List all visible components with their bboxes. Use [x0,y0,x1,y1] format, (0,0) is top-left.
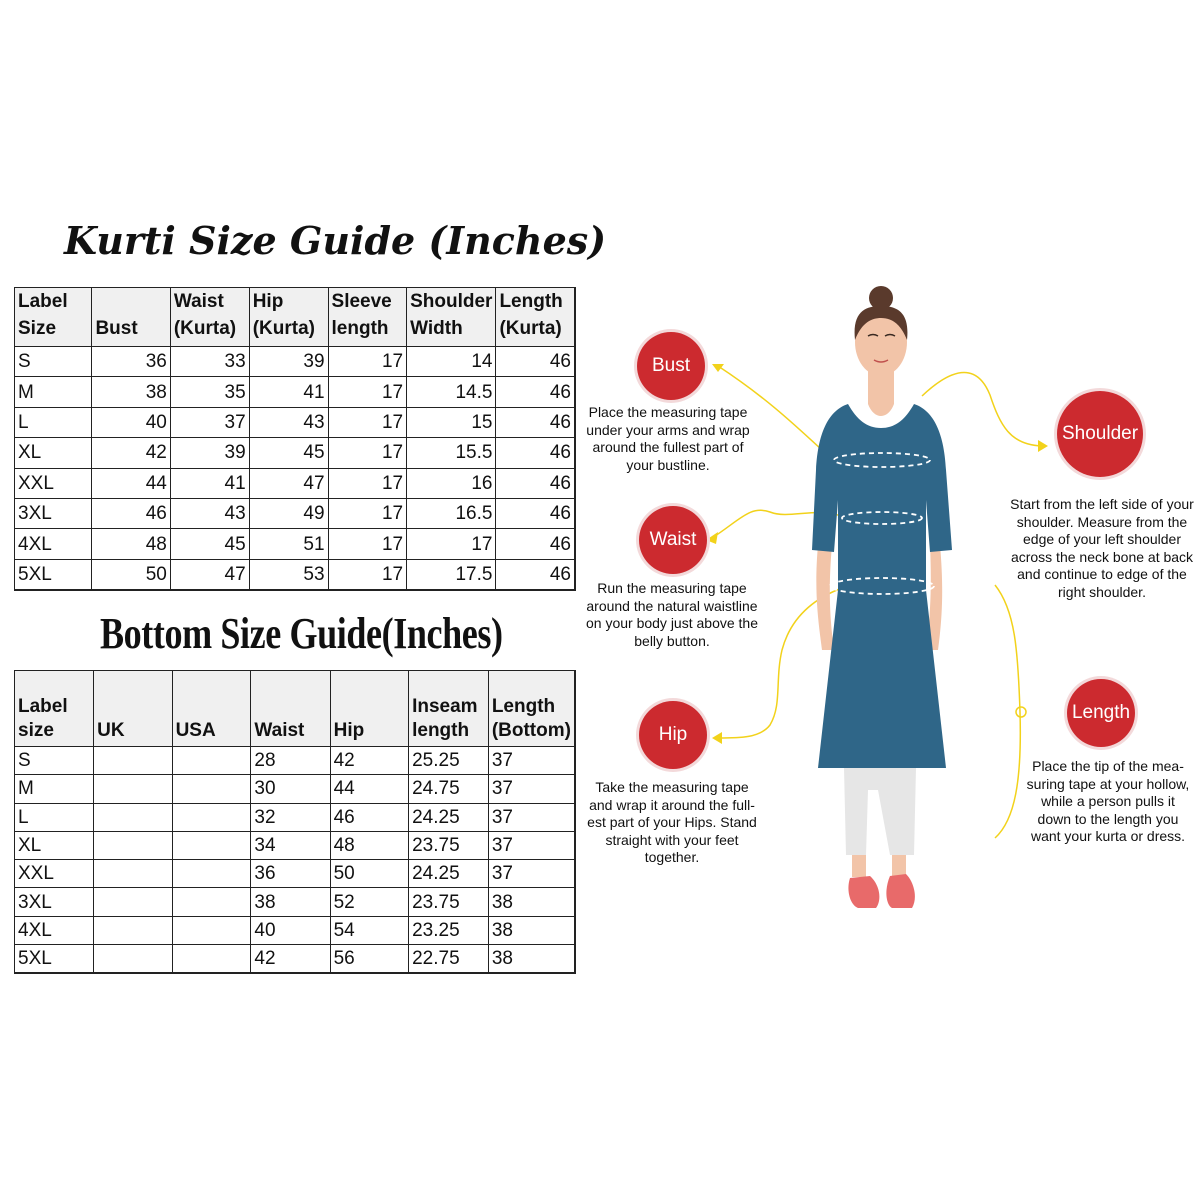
column-header-line: Length [499,291,563,312]
column-header-line: Inseam [412,696,478,717]
table-cell: 45 [170,529,249,559]
length-dot [1016,707,1026,717]
table-cell: 46 [496,559,575,589]
table-cell: 38 [488,888,575,916]
table-cell: 24.75 [409,775,489,803]
table-cell: 41 [249,377,328,407]
column-header-line: Sleeve [331,291,392,312]
kurti-size-guide-title: Kurti Size Guide (Inches) [64,218,607,263]
table-cell: 23.75 [409,888,489,916]
table-cell: 49 [249,498,328,528]
table-cell: 50 [330,860,409,888]
table-cell: 17 [328,529,407,559]
table-cell: S [15,747,94,775]
table-cell: 15.5 [407,438,496,468]
waist-arrowhead [706,532,718,544]
table-cell: 53 [249,559,328,589]
column-header-line: Size [18,318,57,339]
table-cell: 39 [249,347,328,377]
table-cell: 46 [496,529,575,559]
hip-circle [639,701,707,769]
table-cell: 14 [407,347,496,377]
column-header-line: UK [97,720,125,741]
table-cell: 42 [330,747,409,775]
table-cell: 38 [251,888,330,916]
table-cell: 24.25 [409,860,489,888]
column-header-line: Length [491,696,556,717]
table-cell: 46 [496,498,575,528]
shoulder-description: Start from the left side of your shoulder. Measure from the edge of your left shoulder across the neck bone at back and continue to edge of the right shoulder. [1010,496,1194,600]
table-cell: 17 [328,407,407,437]
table-cell: 17 [328,377,407,407]
table-cell: 46 [92,498,170,528]
table-cell: 3XL [15,498,92,528]
legs [852,855,906,877]
table-cell: 36 [92,347,170,377]
table-cell: 38 [488,916,575,944]
length-description: Place the tip of the mea-suring tape at your hollow, while a person pulls it down to the length you want your kurta or dress. [1026,758,1190,845]
table-cell: 38 [92,377,170,407]
table-cell: 36 [251,860,330,888]
table-cell: 33 [170,347,249,377]
bottom-size-guide-title: Bottom Size Guide(Inches) [100,609,503,658]
shoulder-label: Shoulder [1061,423,1139,444]
hip-arrowhead [712,732,722,744]
waist-circle [639,506,707,574]
column-header-line: (Bottom) [491,720,571,741]
table-cell: 5XL [15,559,92,589]
column-header-line: Hip [333,720,365,741]
table-cell: 37 [488,860,575,888]
table-cell: 28 [251,747,330,775]
column-header-line: (Kurta) [499,318,562,339]
table-cell: 34 [251,831,330,859]
table-cell: 43 [170,498,249,528]
table-cell: 17 [407,529,496,559]
table-cell: 17.5 [407,559,496,589]
column-header-line: Waist [173,291,224,312]
table-cell: 35 [170,377,249,407]
table-cell: 23.25 [409,916,489,944]
table-cell: 4XL [15,916,94,944]
waist-label: Waist [649,529,697,550]
column-header-line: length [331,318,389,339]
table-cell: 42 [92,438,170,468]
table-cell: 17 [328,498,407,528]
table-cell: 44 [330,775,409,803]
column-header-line: Hip [252,291,284,312]
table-cell: 16.5 [407,498,496,528]
table-cell: 42 [251,945,330,973]
table-cell: 43 [249,407,328,437]
table-cell: XL [15,831,94,859]
column-header-line: (Kurta) [252,318,315,339]
table-cell: 17 [328,438,407,468]
length-circle [1067,679,1135,747]
table-cell: XL [15,438,92,468]
table-cell: 54 [330,916,409,944]
table-cell: 40 [251,916,330,944]
shoes [848,874,914,908]
table-cell: 46 [496,407,575,437]
table-cell: 17 [328,347,407,377]
table-cell: 45 [249,438,328,468]
table-cell: 50 [92,559,170,589]
table-cell: L [15,803,94,831]
table-cell: 46 [496,468,575,498]
table-cell: 39 [170,438,249,468]
table-cell: 25.25 [409,747,489,775]
table-cell: 5XL [15,945,94,973]
table-cell: 47 [170,559,249,589]
table-cell: 40 [92,407,170,437]
table-cell: 47 [249,468,328,498]
table-cell: 17 [328,468,407,498]
table-cell: 30 [251,775,330,803]
column-header-line: Shoulder [410,291,493,312]
table-cell: 15 [407,407,496,437]
table-cell: 3XL [15,888,94,916]
table-cell: 17 [328,559,407,589]
table-cell: 48 [330,831,409,859]
bust-description: Place the measuring tape under your arms and wrap around the fullest part of your bustline. [586,404,750,473]
table-cell: M [15,377,92,407]
table-cell: 51 [249,529,328,559]
table-cell: XXL [15,468,92,498]
table-cell: 41 [170,468,249,498]
column-header-line: Waist [254,720,305,741]
column-header-line: USA [175,720,216,741]
table-cell: 46 [496,377,575,407]
table-cell: 14.5 [407,377,496,407]
bust-circle [637,332,705,400]
column-header-line: Bust [95,318,138,339]
table-cell: 46 [496,347,575,377]
table-cell: 46 [496,438,575,468]
table-cell: 37 [488,775,575,803]
table-cell: M [15,775,94,803]
table-cell: 32 [251,803,330,831]
column-header-line: length [412,720,470,741]
table-cell: 23.75 [409,831,489,859]
table-cell: 48 [92,529,170,559]
table-cell: XXL [15,860,94,888]
table-cell: 37 [488,803,575,831]
bust-label: Bust [651,355,691,376]
length-label: Length [1071,702,1131,723]
column-header-line: Label [18,291,68,312]
table-cell: 4XL [15,529,92,559]
table-cell: 46 [330,803,409,831]
pants [844,768,916,855]
table-cell: 22.75 [409,945,489,973]
column-header-line: (Kurta) [173,318,237,339]
table-cell: 52 [330,888,409,916]
shoulder-arrowhead [1038,440,1048,452]
table-cell: 24.25 [409,803,489,831]
waist-description: Run the measuring tape around the natural waistline on your body just above the belly button. [585,580,758,649]
shoulder-circle [1057,391,1143,477]
table-cell: 37 [488,747,575,775]
table-cell: 16 [407,468,496,498]
hip-label: Hip [658,724,688,745]
table-cell: 44 [92,468,170,498]
table-cell: 56 [330,945,409,973]
hip-description: Take the measuring tape and wrap it around the full-est part of your Hips. Stand straight with your feet together. [587,779,757,866]
table-cell: L [15,407,92,437]
column-header-line: Label size [18,696,68,741]
table-cell: 38 [488,945,575,973]
table-cell: S [15,347,92,377]
column-header-line: Width [410,318,463,339]
table-cell: 37 [488,831,575,859]
table-cell: 37 [170,407,249,437]
